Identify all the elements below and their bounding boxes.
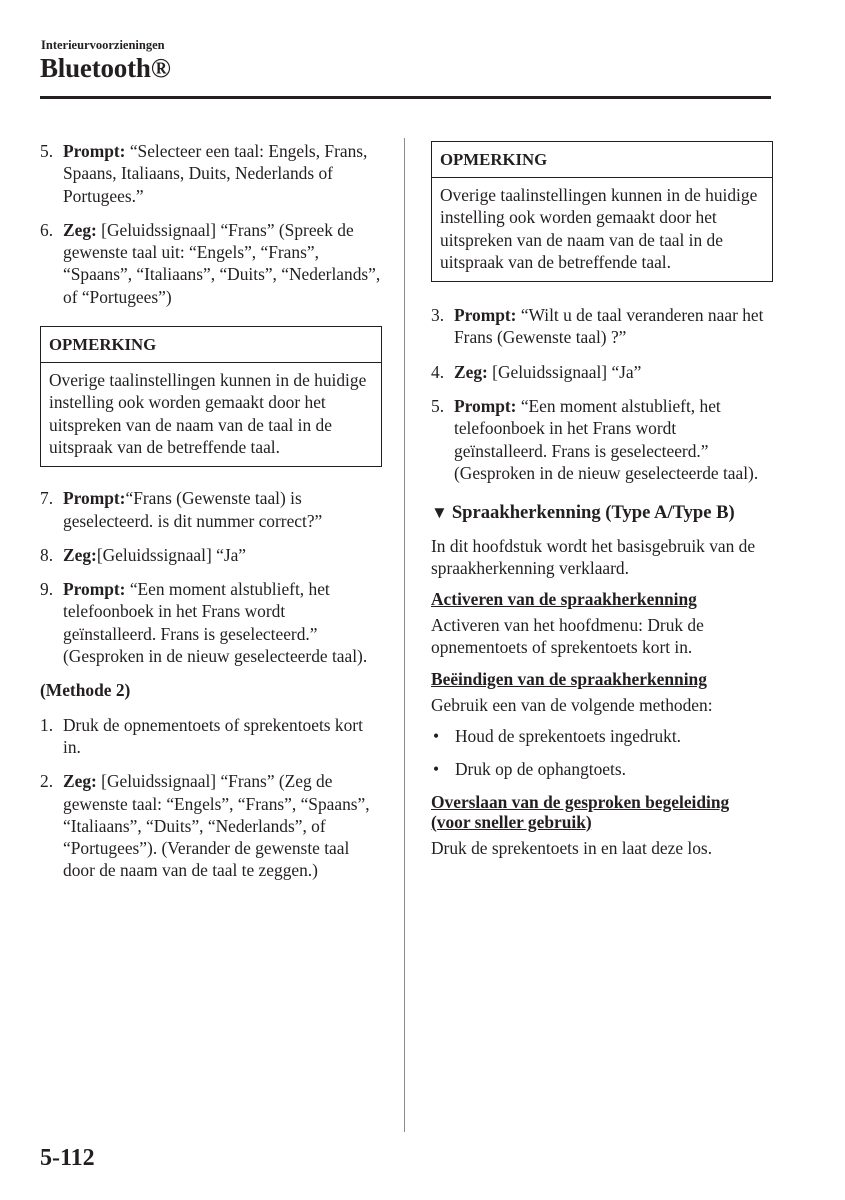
item-number: 7. [40,488,54,509]
activate-heading: Activeren van de spraakherkenning [431,589,697,610]
skip-heading: Overslaan van de gesproken begeleiding (voor sneller gebruik) [431,791,730,832]
list-item-9 [40,578,382,667]
end-paragraph: Gebruik een van de volgende methoden: [431,694,713,715]
item-text: [Geluidssignaal] “Frans” (Zeg de gewenste taal: “Engels”, “Frans”, “Spaans”, “Italiaans”, “Duits”, “Nederlands”, of “Portugees”). (Verander de gewenste taal door de naam van de taal te zeggen.) [63,771,370,881]
list-item-6 [40,219,382,308]
triangle-down-icon: ▼ [431,503,448,523]
bullet-icon: • [433,759,440,780]
bullet-item [431,758,773,780]
item-keyword: Zeg: [63,771,97,792]
end-heading: Beëindigen van de spraakherkenning [431,668,707,689]
list-item-m1 [40,714,382,759]
item-keyword: Prompt: [454,396,517,417]
item-number: 9. [40,579,54,600]
note-body: Overige taalinstellingen kunnen in de huidige instelling ook worden gemaakt door het uitspreken van de naam van de taal in de uitspraak van de betreffende taal. [49,370,367,457]
item-number: 1. [40,714,54,735]
item-number: 6. [40,219,54,240]
section-label: Interieurvoorzieningen [41,38,165,52]
note-heading: OPMERKING [432,142,772,178]
list-item-4 [431,361,773,383]
item-text: Druk de opnementoets of sprekentoets kort in. [63,714,363,757]
item-keyword: Prompt: [454,305,517,326]
item-text: “Een moment alstublieft, het telefoonboek in het Frans wordt geïnstalleerd. Frans is geselecteerd.” (Gesproken in de nieuw geselecteerde taal). [454,396,759,483]
column-divider [404,138,405,1132]
note-heading: OPMERKING [41,327,381,363]
note-box [40,326,382,467]
item-keyword: Prompt: [63,488,126,509]
right-column [431,141,773,869]
bullet-text: Druk op de ophangtoets. [455,759,626,780]
section-title-text: Spraakherkenning (Type A/Type B) [451,502,735,524]
page-title: Bluetooth® [40,53,171,83]
header-rule [40,96,771,99]
list-item-8 [40,544,382,566]
item-keyword: Zeg: [63,544,97,565]
skip-paragraph: Druk de sprekentoets in en laat deze los. [431,837,713,858]
section-title [431,502,773,524]
item-text: [Geluidssignaal] “Ja” [96,544,247,565]
item-text: [Geluidssignaal] “Frans” (Spreek de gewenste taal uit: “Engels”, “Frans”, “Spaans”, “Italiaans”, “Duits”, “Nederlands”, of “Portugees”) [63,219,381,307]
list-item-m2 [40,770,382,881]
item-text: “Selecteer een taal: Engels, Frans, Spaans, Italiaans, Duits, Nederlands of Portugees.” [63,141,368,206]
method-heading: (Methode 2) [40,680,131,701]
intro-paragraph: In dit hoofdstuk wordt het basisgebruik van de spraakherkenning verklaard. [431,535,756,578]
item-keyword: Zeg: [63,219,97,240]
note-body: Overige taalinstellingen kunnen in de huidige instelling ook worden gemaakt door het uitspreken van de naam van de taal in de uitspraak van de betreffende taal. [440,185,758,272]
item-text: “Frans (Gewenste taal) is geselecteerd. is dit nummer correct?” [63,488,323,531]
item-number: 8. [40,544,54,565]
item-keyword: Prompt: [63,141,126,161]
list-item-3 [431,304,773,349]
item-number: 5. [431,396,445,417]
page-number: 5-112 [40,1145,95,1171]
item-text: “Een moment alstublieft, het telefoonboek in het Frans wordt geïnstalleerd. Frans is geselecteerd.” (Gesproken in de nieuw geselecteerde taal). [63,579,368,667]
bullet-text: Houd de sprekentoets ingedrukt. [455,726,682,747]
item-number: 5. [40,141,54,161]
item-text: [Geluidssignaal] “Ja” [487,361,642,382]
bullet-icon: • [433,726,440,747]
item-keyword: Prompt: [63,579,126,600]
item-number: 3. [431,305,445,326]
list-item-5 [431,395,773,484]
note-box [431,141,773,282]
bullet-item [431,725,773,747]
left-column [40,140,382,894]
list-item-7 [40,487,382,532]
item-text: “Wilt u de taal veranderen naar het Frans (Gewenste taal) ?” [454,305,764,348]
item-number: 2. [40,771,54,792]
item-keyword: Zeg: [454,361,488,382]
activate-paragraph: Activeren van het hoofdmenu: Druk de opnementoets of sprekentoets kort in. [431,615,704,658]
list-item-5 [40,140,382,207]
item-number: 4. [431,361,445,382]
